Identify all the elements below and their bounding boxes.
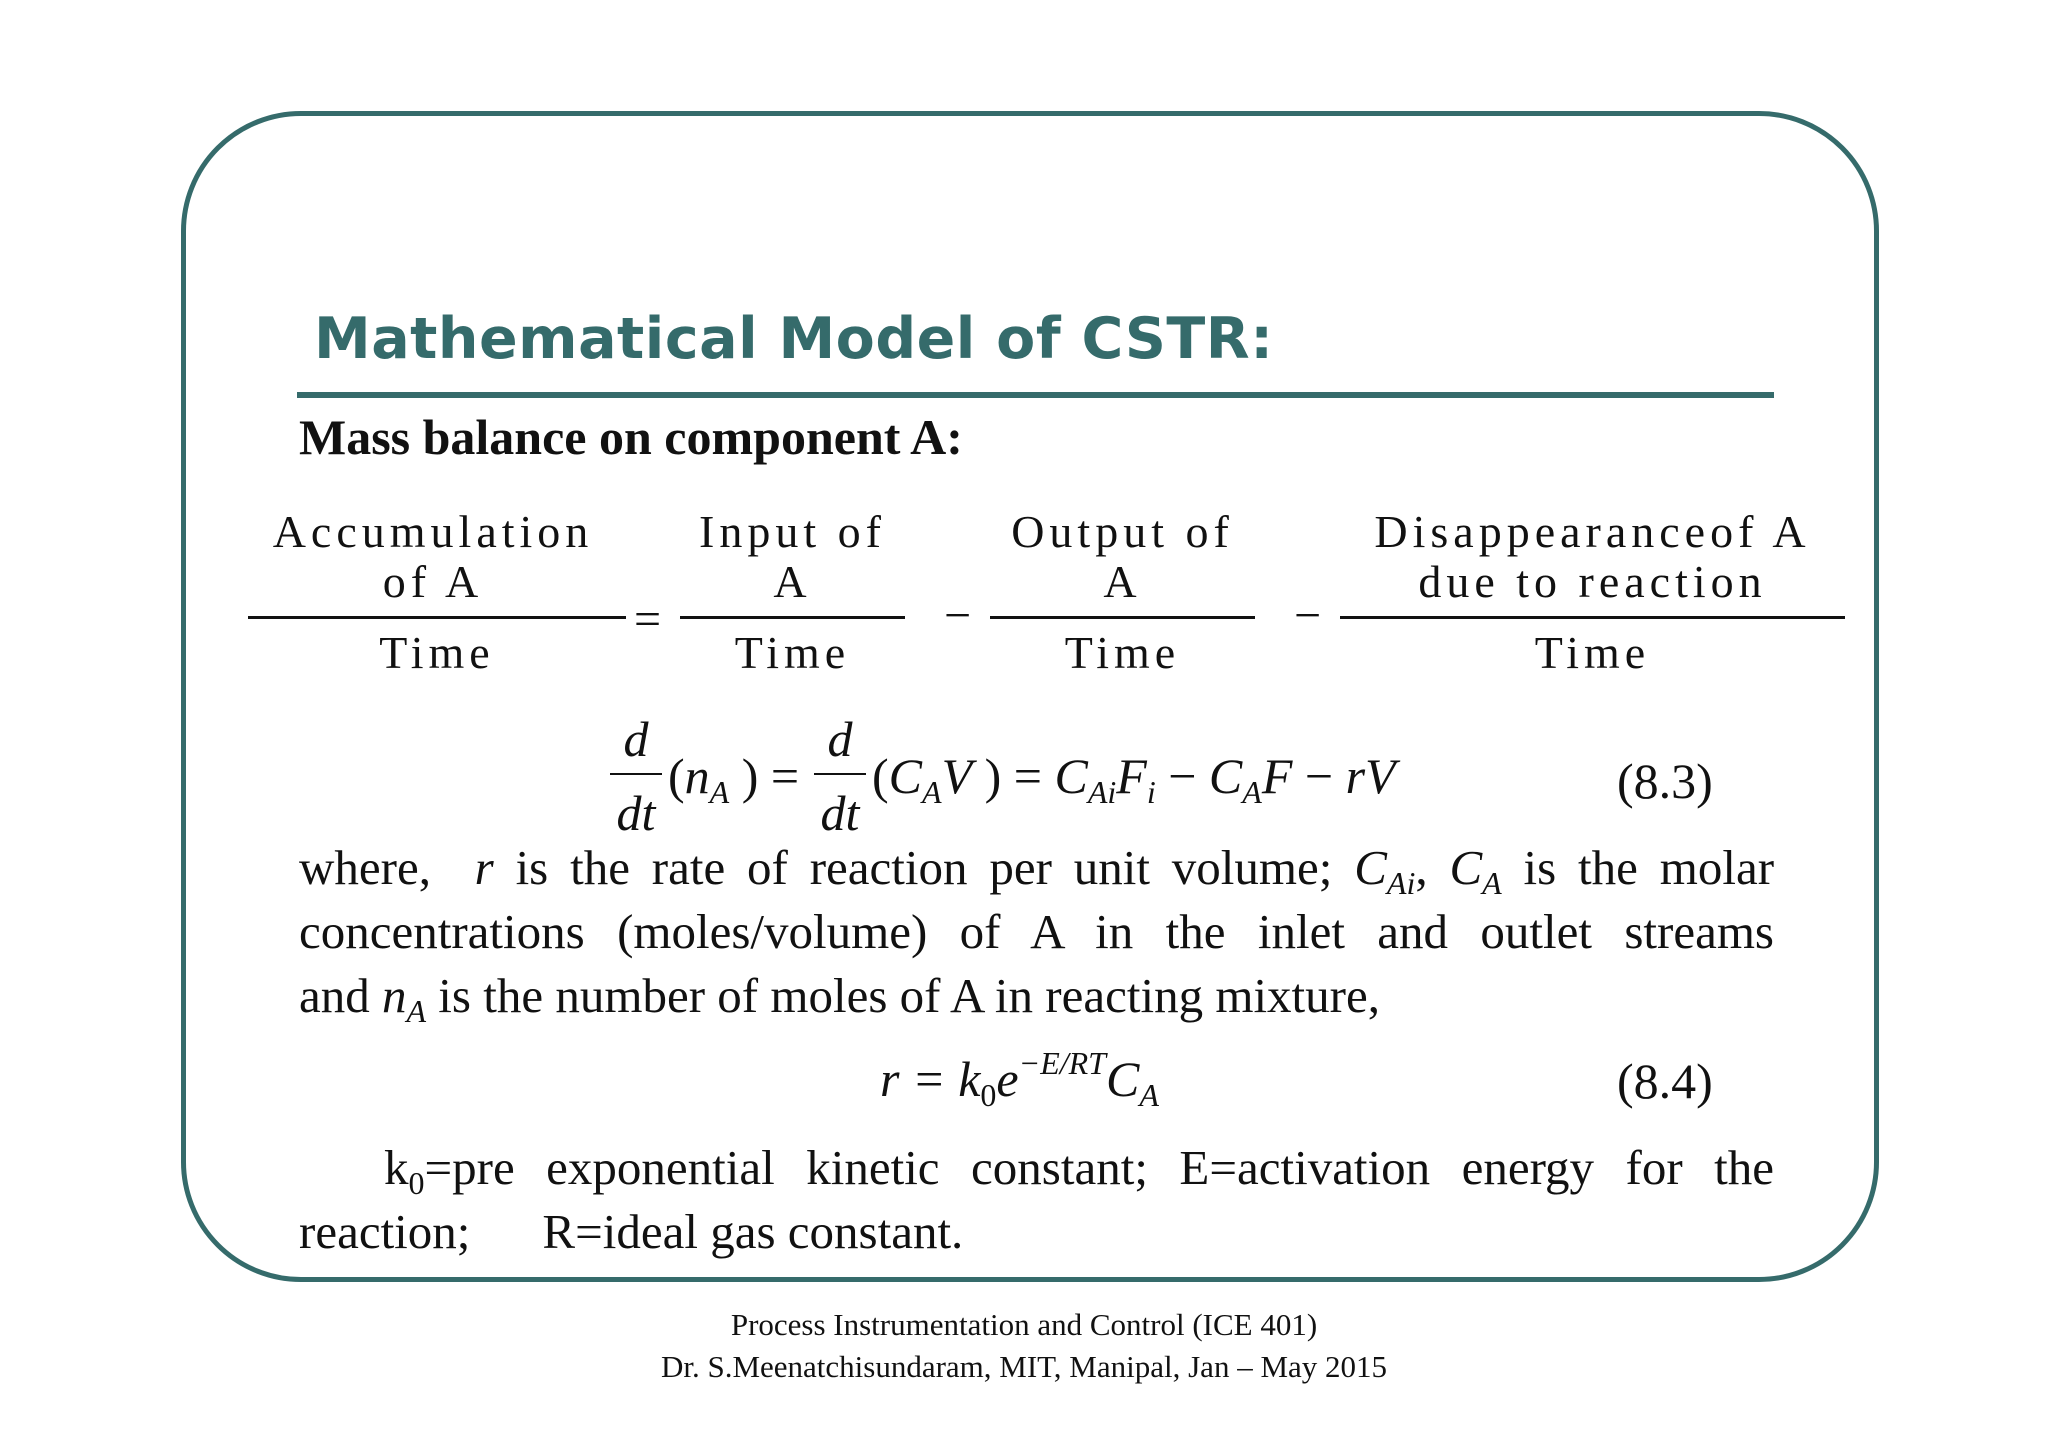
fraction-bar	[680, 616, 905, 619]
accumulation-denominator: Time	[379, 627, 495, 678]
explanation-line-3: and $n_A$ is the number of moles of A in reacting mixture,	[299, 968, 1380, 1029]
minus-operator: −	[1294, 589, 1322, 642]
definitions-line-1: $k_0=pre$ exponential kinetic constant; E=activation energy for the	[384, 1140, 1774, 1201]
equation-8-4: $r = k_0e^{-E/RT}C_A$	[880, 1045, 1159, 1113]
explanation-line-2: concentrations (moles/volume) of A in the inlet and outlet streams	[299, 904, 1774, 959]
slide-title: Mathematical Model of CSTR:	[314, 306, 1274, 372]
equation-8-3-rhs: ($C_AV$ ) = $C_{Ai}F_i - C_AF$ − rV	[872, 748, 1396, 810]
fraction-bar	[990, 616, 1255, 619]
disappearance-denominator: Time	[1534, 627, 1651, 678]
equals-operator: =	[634, 593, 662, 646]
accumulation-numerator: Accumulation of A	[272, 506, 594, 607]
fraction-bar	[814, 773, 866, 775]
fraction-bar	[610, 773, 662, 775]
dt-denominator: dt	[616, 785, 656, 841]
input-numerator: Input of A	[699, 506, 886, 607]
footer-author: Dr. S.Meenatchisundaram, MIT, Manipal, Jan – May 2015	[660, 1349, 1388, 1384]
output-numerator: Output of A	[1011, 506, 1234, 607]
explanation-line-1: where, r is the rate of reaction per unit volume; $C_{Ai}$, $C_A$ is the molar	[299, 840, 1775, 901]
output-denominator: Time	[1064, 627, 1181, 678]
n-A-term: ($n_A$ ) =	[668, 748, 800, 810]
section-heading: Mass balance on component A:	[299, 409, 963, 465]
definitions-line-2: reaction; R=ideal gas constant.	[299, 1204, 964, 1259]
d-numerator: d	[623, 711, 649, 767]
fraction-bar	[1340, 616, 1845, 619]
dt-denominator: dt	[820, 785, 860, 841]
input-denominator: Time	[734, 627, 851, 678]
d-numerator: d	[827, 711, 853, 767]
equation-number: (8.4)	[1617, 1053, 1713, 1109]
footer-course: Process Instrumentation and Control (ICE 401)	[730, 1307, 1318, 1342]
minus-operator: −	[944, 589, 972, 642]
disappearance-numerator: Disappearanceof A due to reaction	[1374, 506, 1811, 607]
title-underline	[297, 392, 1774, 398]
equation-number: (8.3)	[1617, 753, 1713, 809]
fraction-bar	[248, 616, 626, 619]
